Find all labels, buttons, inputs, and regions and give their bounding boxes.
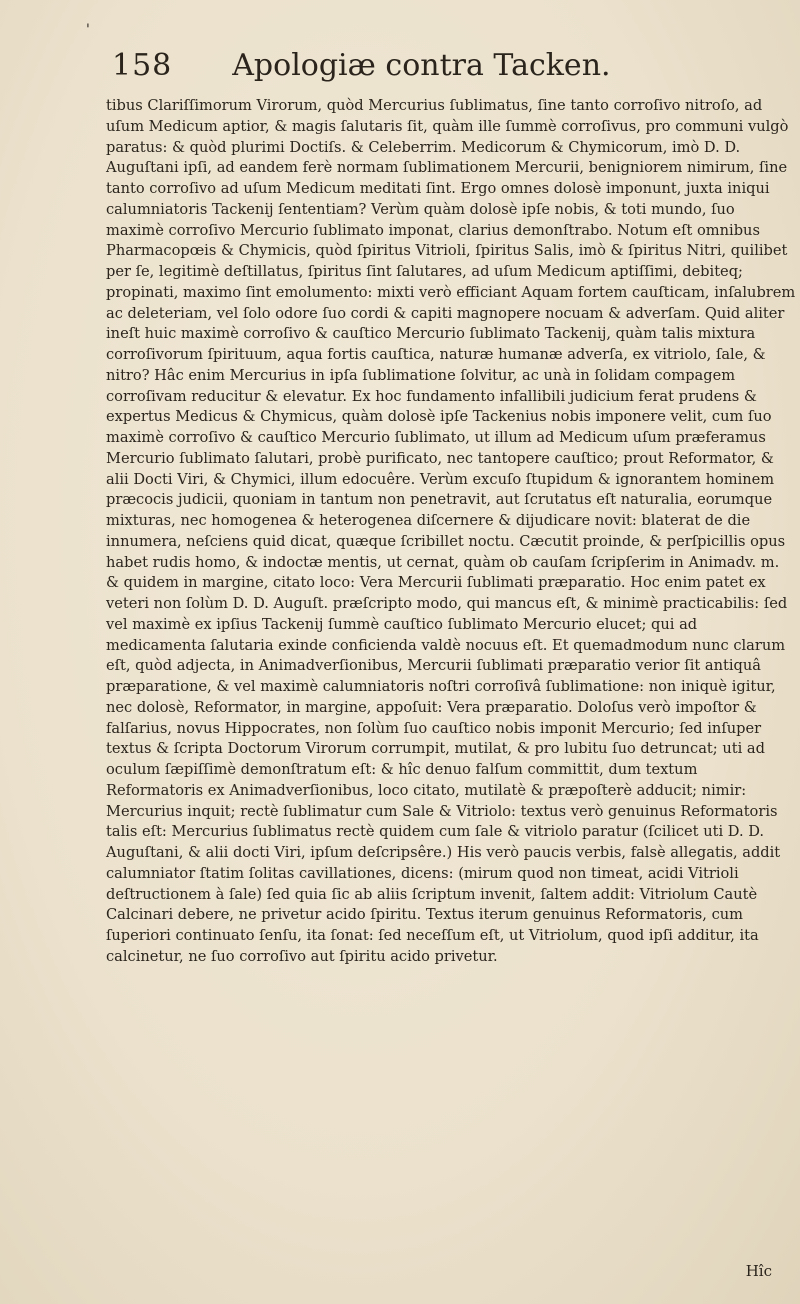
body-paragraph: tibus Clariſſimorum Virorum, quòd Mercurius ſublimatus, ſine tanto corroſivo nitroſo, ad uſum Medicum aptior, & magis ſalutaris ſit, quàm ille ſummè corroſivus, pro communi vulgò paratus: & quòd plurimi Doctiſs. & Celeberrim. Medicorum & Chymicorum, imò D. D. Auguſtani ipſi, ad eandem ferè normam ſublimationem Mercurii, benigniorem nimirum, ſine tanto corroſivo ad uſum Medicum meditati ſint. Ergo omnes dolosè imponunt, juxta iniqui calumniatoris Tackenij ſententiam? Verùm quàm dolosè ipſe nobis, & toti mundo, ſuo maximè corroſivo Mercurio ſublimato imponat, clarius demonſtrabo. Notum eſt omnibus Pharmacopœis & Chymicis, quòd ſpiritus Vitrioli, ſpiritus Salis, imò & ſpiritus Nitri, quilibet per ſe, legitimè deſtillatus, ſpiritus ſint ſalutares, ad uſum Medicum aptiſſimi, debiteq; propinati, maximo ſint emolumento: mixti verò efficiant Aquam fortem cauſticam, inſalubrem ac deleteriam, vel ſolo odore ſuo cordi & capiti magnopere nocuam & adverſam. Quid aliter ineſt huic maximè corroſivo & cauſtico Mercurio ſublimato Tackenij, quàm talis mixtura corroſivorum ſpirituum, aqua fortis cauſtica, naturæ humanæ adverſa, ex vitriolo, ſale, & nitro? Hâc enim Mercurius in ipſa ſublimatione ſolvitur, ac unà in ſolidam compagem corroſivam reducitur & elevatur. Ex hoc fundamento infallibili judicium ferat prudens & expertus Medicus & Chymicus, quàm dolosè ipſe Tackenius nobis imponere velit, cum ſuo maximè corroſivo & cauſtico Mercurio ſublimato, ut illum ad Medicum uſum præferamus Mercurio ſublimato ſalutari, probè purificato, nec tantopere cauſtico; prout Reformator, & alii Docti Viri, & Chymici, illum edocuêre. Verùm excuſo ſtupidum & ignorantem hominem præcocis judicii, quoniam in tantum non penetravit, aut ſcrutatus eſt naturalia, eorumque mixturas, nec homogenea & heterogenea diſcernere & dijudicare novit: blaterat de die innumera, neſciens quid dicat, quæque ſcribillet noctu. Cæcutit proinde, & perſpicillis opus habet rudis homo, & indoctæ mentis, ut cernat, quàm ob cauſam ſcripſerim in Animadv. m. & quidem in margine, citato loco: Vera Mercurii ſublimati præparatio. Hoc enim patet ex veteri non ſolùm D. D. Auguſt. præſcripto modo, qui mancus eſt, & minimè practicabilis: ſed vel maximè ex ipſius Tackenij ſummè cauſtico ſublimato Mercurio elucet; qui ad medicamenta ſalutaria exinde conficienda valdè nocuus eſt. Et quemadmodum nunc clarum eſt, quòd adjecta, in Animadverſionibus, Mercurii ſublimati præparatio verior ſit antiquâ præparatione, & vel maximè calumniatoris noſtri corroſivâ ſublimatione: non iniquè igitur, nec dolosè, Reformator, in margine, appoſuit: Vera præparatio. Doloſus verò impoſtor & falſarius, novus Hippocrates, non ſolùm ſuo cauſtico nobis imponit Mercurio; ſed inſuper textus & ſcripta Doctorum Virorum corrumpit, mutilat, & pro lubitu ſuo detruncat; uti ad oculum ſæpiſſimè demonſtratum eſt: & hîc denuo falſum committit, dum textum Reformatoris ex Animadverſionibus, loco citato, mutilatè & præpoſterè adducit; nimir: Mercurius inquit; rectè ſublimatur cum Sale & Vitriolo: textus verò genuinus Reformatoris talis eſt: Mercurius ſublimatus rectè quidem cum ſale & vitriolo paratur (ſcilicet uti D. D. Auguſtani, & alii docti Viri, ipſum deſcripsêre.) His verò paucis verbis, falsè allegatis, addit calumniator ſtatim ſolitas cavillationes, dicens: (mirum quod non timeat, acidi Vitrioli deſtructionem à ſale) ſed quia ſic ab aliis ſcriptum invenit, ſaltem addit: Vitriolum Cautè Calcinari debere, ne privetur acido ſpiritu. Textus iterum genuinus Reformatoris, cum ſuperiori continuato ſenſu, ita ſonat: ſed neceſſum eſt, ut Vitriolum, quod ipſi additur, ita calcinetur, ne ſuo corroſivo aut ſpiritu acido privetur. xyxy=(106,97,796,965)
page-number: 158 xyxy=(112,48,173,83)
running-title: Apologiæ contra Tacken. xyxy=(232,48,611,83)
catchword: Hîc xyxy=(745,1262,772,1280)
corner-mark: ' xyxy=(86,22,90,38)
body-text xyxy=(106,96,796,968)
page-header xyxy=(112,48,632,83)
